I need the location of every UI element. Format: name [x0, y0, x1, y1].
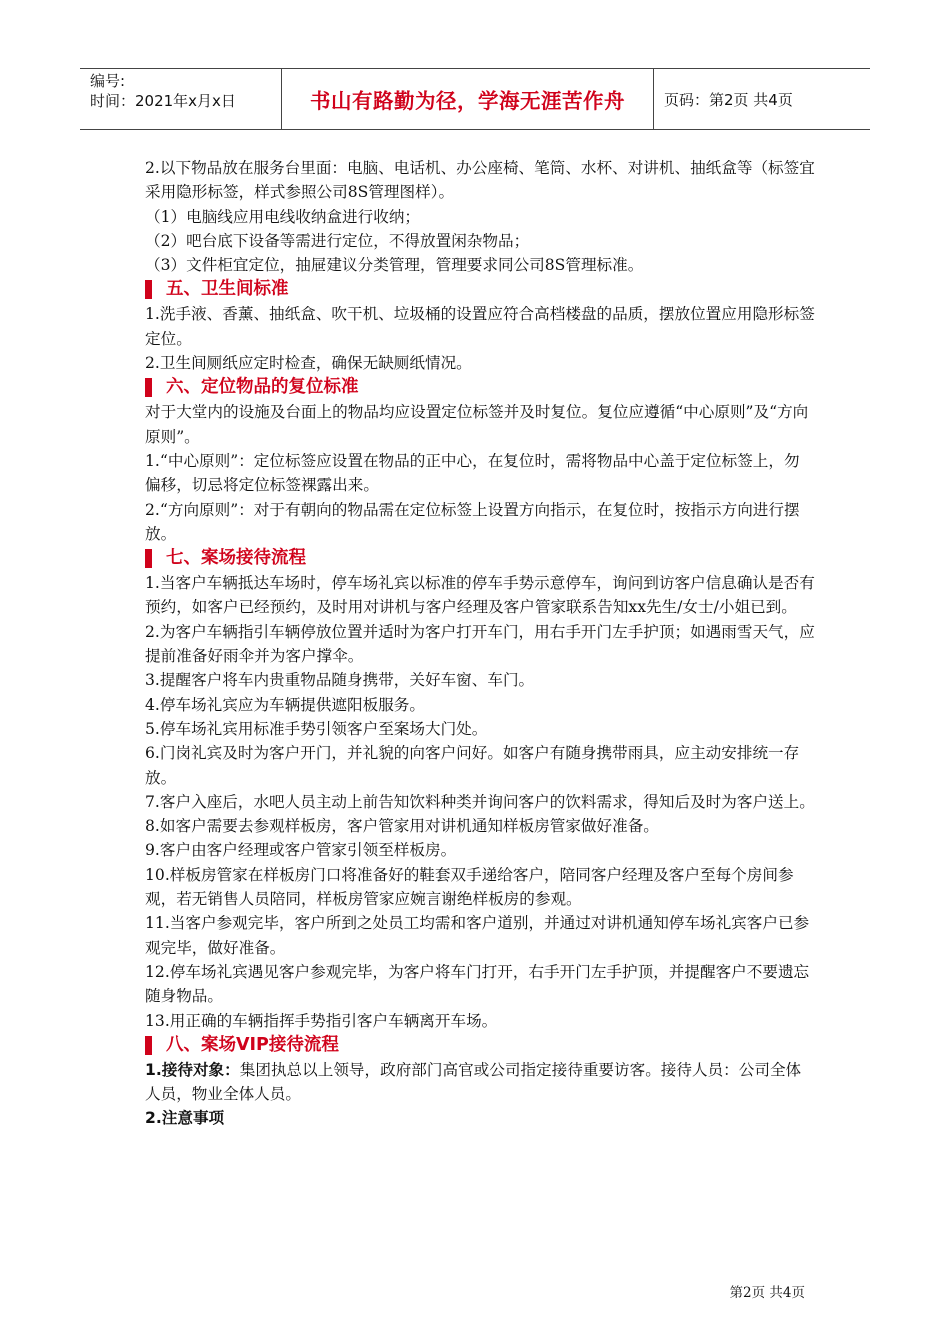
- paragraph: 12.停车场礼宾遇见客户参观完毕，为客户将车门打开，右手开门左手护顶，并提醒客户不要遗忘随身物品。: [145, 962, 810, 1006]
- paragraph: 1.当客户车辆抵达车场时，停车场礼宾以标准的停车手势示意停车，询问到访客户信息确认是否有预约，如客户已经预约，及时用对讲机与客户经理及客户管家联系告知xx先生/女士/小姐已到。: [145, 574, 815, 617]
- heading-marker-icon: [145, 280, 152, 299]
- paragraph: 2.注意事项: [145, 1109, 225, 1128]
- paragraph: 2.卫生间厕纸应定时检查，确保无缺厕纸情况。: [145, 354, 472, 373]
- paragraph: 9.客户由客户经理或客户管家引领至样板房。: [145, 841, 457, 860]
- header-page-number: 页码：第2页 共4页: [664, 90, 793, 109]
- paragraph: 对于大堂内的设施及台面上的物品均应设置定位标签并及时复位。复位应遵循“中心原则”及“方向原则”。: [145, 403, 809, 446]
- heading-marker-icon: [145, 1036, 152, 1055]
- paragraph: 3.提醒客户将车内贵重物品随身携带，关好车窗、车门。: [145, 671, 535, 690]
- paragraph: 4.停车场礼宾应为车辆提供遮阳板服务。: [145, 695, 425, 714]
- paragraph: 2.为客户车辆指引车辆停放位置并适时为客户打开车门，用右手开门左手护顶；如遇雨雪天气，应提前准备好雨伞并为客户撑伞。: [145, 622, 815, 666]
- paragraph: 1.洗手液、香薰、抽纸盒、吹干机、垃圾桶的设置应符合高档楼盘的品质，摆放位置应用隐形标签定位。: [145, 305, 815, 348]
- paragraph: [145, 1058, 815, 1107]
- paragraph: 10.样板房管家在样板房门口将准备好的鞋套双手递给客户，陪同客户经理及客户至每个房间参观，若无销售人员陪同，样板房管家应婉言谢绝样板房的参观。: [145, 865, 794, 909]
- page-header: [80, 68, 870, 130]
- section-heading: [145, 1033, 815, 1058]
- header-motto: 书山有路勤为径，学海无涯苦作舟: [282, 69, 654, 129]
- heading-marker-icon: [145, 378, 152, 397]
- paragraph: 8.如客户需要去参观样板房，客户管家用对讲机通知样板房管家做好准备。: [145, 817, 659, 836]
- page-footer: 第2页 共4页: [729, 1285, 805, 1301]
- paragraph: 11.当客户参观完毕，客户所到之处员工均需和客户道别，并通过对讲机通知停车场礼宾客户已参观完毕，做好准备。: [145, 914, 810, 957]
- paragraph: （3）文件柜宜定位，抽屉建议分类管理，管理要求同公司8S管理标准。: [145, 256, 644, 275]
- section-heading: [145, 277, 815, 302]
- paragraph: 2.以下物品放在服务台里面：电脑、电话机、办公座椅、笔筒、水杯、对讲机、抽纸盒等（标签宜采用隐形标签，样式参照公司8S管理图样）。: [145, 159, 815, 202]
- paragraph: 13.用正确的车辆指挥手势指引客户车辆离开车场。: [145, 1011, 498, 1030]
- paragraph: 6.门岗礼宾及时为客户开门，并礼貌的向客户问好。如客户有随身携带雨具，应主动安排统一存放。: [145, 744, 800, 787]
- paragraph: 2.“方向原则”：对于有朝向的物品需在定位标签上设置方向指示，在复位时，按指示方向进行摆放。: [145, 500, 800, 543]
- heading-marker-icon: [145, 549, 152, 568]
- section-heading: [145, 375, 815, 400]
- document-date: 时间：2021年x月x日: [90, 92, 236, 110]
- paragraph: 5.停车场礼宾用标准手势引领客户至案场大门处。: [145, 719, 488, 738]
- section-title: 八、案场VIP接待流程: [166, 1034, 339, 1055]
- paragraph: （2）吧台底下设备等需进行定位，不得放置闲杂物品；: [145, 231, 530, 250]
- section-heading: [145, 546, 815, 571]
- header-meta: [80, 69, 282, 129]
- paragraph-text: 集团执总以上领导，政府部门高官或公司指定接待重要访客。接待人员：公司全体人员，物业全体人员。: [145, 1060, 802, 1104]
- paragraph: 7.客户入座后，水吧人员主动上前告知饮料种类并询问客户的饮料需求，得知后及时为客户送上。: [145, 792, 815, 811]
- paragraph: （1）电脑线应用电线收纳盒进行收纳；: [145, 207, 421, 226]
- bold-label: 1.接待对象：: [145, 1060, 240, 1079]
- document-body: [145, 156, 815, 1131]
- document-number-label: 编号:: [90, 72, 126, 90]
- paragraph: 1.“中心原则”：定位标签应设置在物品的正中心，在复位时，需将物品中心盖于定位标签上，勿偏移，切忌将定位标签裸露出来。: [145, 451, 800, 495]
- section-title: 七、案场接待流程: [166, 548, 306, 569]
- section-title: 五、卫生间标准: [166, 279, 289, 300]
- section-title: 六、定位物品的复位标准: [166, 377, 359, 398]
